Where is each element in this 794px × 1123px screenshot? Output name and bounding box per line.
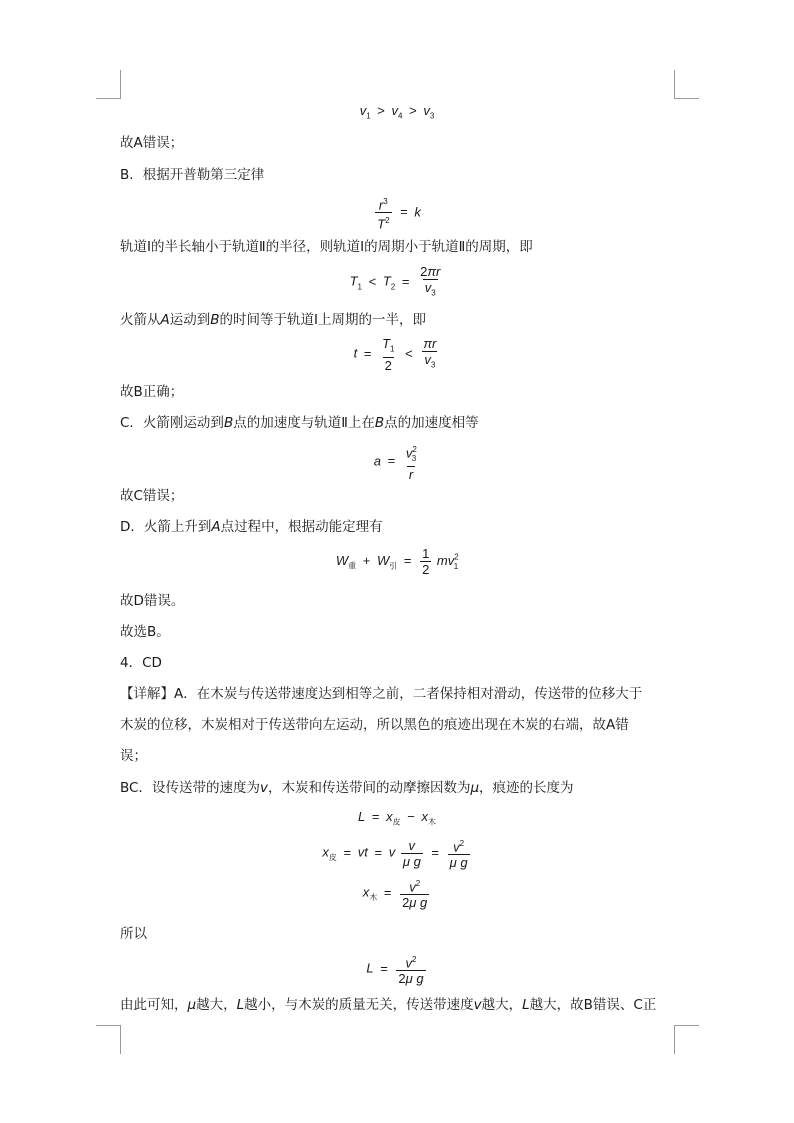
equation-period-compare: $T_1 < T_2$ = $\frac{2\pi r}{v_3}$: [120, 264, 674, 301]
equation-acceleration: a = $\frac{v^2_3}{r}$: [373, 445, 417, 482]
text-line: 故A错误；: [120, 135, 184, 151]
text-line: BC．设传送带的速度为v，木炭和传送带间的动摩擦因数为μ，痕迹的长度为: [120, 780, 574, 796]
text-line: 【详解】A．在木炭与传送带速度达到相等之前，二者保持相对滑动，传送带的位移大于: [120, 686, 643, 702]
equation-charcoal-displacement: $x_木$ = $\frac{v^2}{\text{2μ g}}$: [362, 879, 428, 911]
crop-mark-bottom-left: [96, 1025, 121, 1054]
text-line: B．根据开普勒第三定律: [120, 167, 265, 183]
equation-work-energy: $W_重 + W_引$ = $\frac{1}{2}$ $mv^2_1$: [335, 546, 459, 577]
text-line: 所以: [120, 926, 147, 942]
equation-trace-length-result: L = $\frac{v^2}{\text{2μ g}}$: [366, 955, 424, 987]
equation-trace-length: $L = x_皮 - x_木$: [358, 809, 436, 827]
text-line: 由此可知，μ越大，L越小，与木炭的质量无关，传送带速度v越大，L越大，故B错误、C正: [120, 997, 657, 1013]
text-line: 故C错误；: [120, 488, 184, 504]
crop-mark-top-left: [96, 70, 121, 99]
equation-kepler-third-law: $\frac{r^3}{T^2}$ = k: [377, 197, 421, 232]
crop-mark-top-right: [674, 70, 699, 99]
text-line: 木炭的位移，木炭相对于传送带向左运动，所以黑色的痕迹出现在木炭的右端，故A错: [120, 717, 629, 733]
equation-belt-displacement: $x_皮$ = vt = v $\frac{v}{\text{μ g}}$ = $\frac{v^2}{\text{μ g}}$: [322, 837, 468, 871]
crop-mark-bottom-right: [674, 1025, 699, 1054]
text-line: D．火箭上升到A点过程中，根据动能定理有: [120, 519, 383, 535]
text-line: C．火箭刚运动到B点的加速度与轨道Ⅱ上在B点的加速度相等: [120, 415, 479, 431]
question-number: 4．CD: [120, 655, 162, 671]
equation-speed-order: $v_1 > v_4 > v_3$: [359, 103, 435, 121]
text-line: 轨道Ⅰ的半长轴小于轨道Ⅱ的半径，则轨道Ⅰ的周期小于轨道Ⅱ的周期，即: [120, 239, 533, 255]
text-line: 故B正确；: [120, 384, 184, 400]
text-line: 误；: [120, 748, 147, 764]
text-line: 故D错误。: [120, 593, 185, 609]
equation-time-half-period: t = $\frac{T_1}{2}$ < $\frac{\pi r}{v_3}$: [353, 336, 437, 373]
text-line: 故选B。: [120, 624, 170, 640]
text-line: 火箭从A运动到B的时间等于轨道Ⅰ上周期的一半，即: [120, 312, 426, 328]
